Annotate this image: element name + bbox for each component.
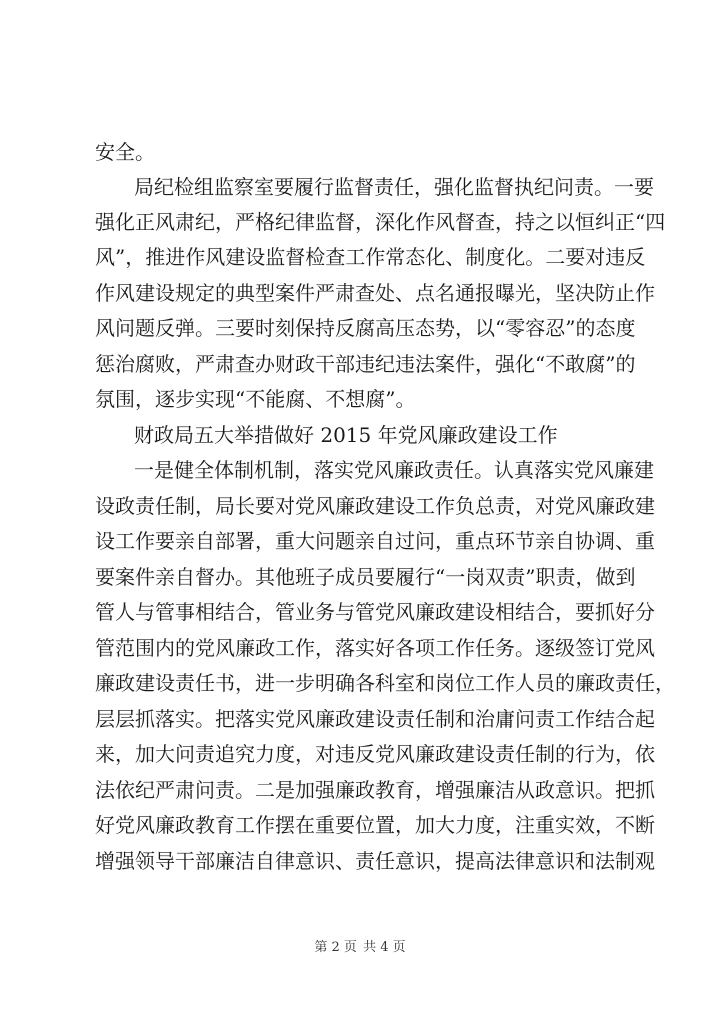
body-line-11: 设政责任制，局长要对党风廉政建设工作负总责，对党风廉政建	[95, 494, 655, 518]
body-line-3: 强化正风肃纪，严格纪律监督，深化作风督查，持之以恒纠正“四	[95, 210, 666, 234]
body-line-7: 惩治腐败，严肃查办财政干部违纪违法案件，强化“不敢腐”的	[95, 352, 636, 376]
body-line-16: 廉政建设责任书，进一步明确各科室和岗位工作人员的廉政责任，	[95, 671, 675, 695]
section-heading: 财政局五大举措做好 2015 年党风廉政建设工作	[134, 423, 558, 447]
body-line-5: 作风建设规定的典型案件严肃查处、点名通报曝光，坚决防止作	[95, 281, 655, 305]
body-line-18: 来，加大问责追究力度，对违反党风廉政建设责任制的行为，依	[95, 742, 655, 766]
body-line-4: 风”，推进作风建设监督检查工作常态化、制度化。二要对违反	[95, 245, 646, 269]
body-line-12: 设工作要亲自部署，重大问题亲自过问，重点环节亲自协调、重	[95, 529, 655, 553]
body-line-15: 管范围内的党风廉政工作，落实好各项工作任务。逐级签订党风	[95, 636, 655, 660]
body-line-8: 氛围，逐步实现“不能腐、不想腐”。	[95, 387, 416, 411]
body-line-1: 安全。	[95, 140, 155, 164]
body-line-10: 一是健全体制机制，落实党风廉政责任。认真落实党风廉建	[134, 458, 654, 482]
page-footer	[0, 936, 720, 955]
page-number: 第 2 页	[314, 940, 357, 955]
body-line-20: 好党风廉政教育工作摆在重要位置，加大力度，注重实效，不断	[95, 813, 655, 837]
body-line-13: 要案件亲自督办。其他班子成员要履行“一岗双责”职责，做到	[95, 565, 636, 589]
page-total: 共 4 页	[363, 940, 406, 955]
body-line-2: 局纪检组监察室要履行监督责任，强化监督执纪问责。一要	[134, 175, 654, 199]
body-line-19: 法依纪严肃问责。二是加强廉政教育，增强廉洁从政意识。把抓	[95, 778, 655, 802]
body-line-6: 风问题反弹。三要时刻保持反腐高压态势，以“零容忍”的态度	[95, 316, 636, 340]
body-line-17: 层层抓落实。把落实党风廉政建设责任制和治庸问责工作结合起	[95, 707, 655, 731]
body-line-21: 增强领导干部廉洁自律意识、责任意识，提高法律意识和法制观	[95, 849, 655, 873]
body-line-14: 管人与管事相结合，管业务与管党风廉政建设相结合，要抓好分	[95, 600, 655, 624]
